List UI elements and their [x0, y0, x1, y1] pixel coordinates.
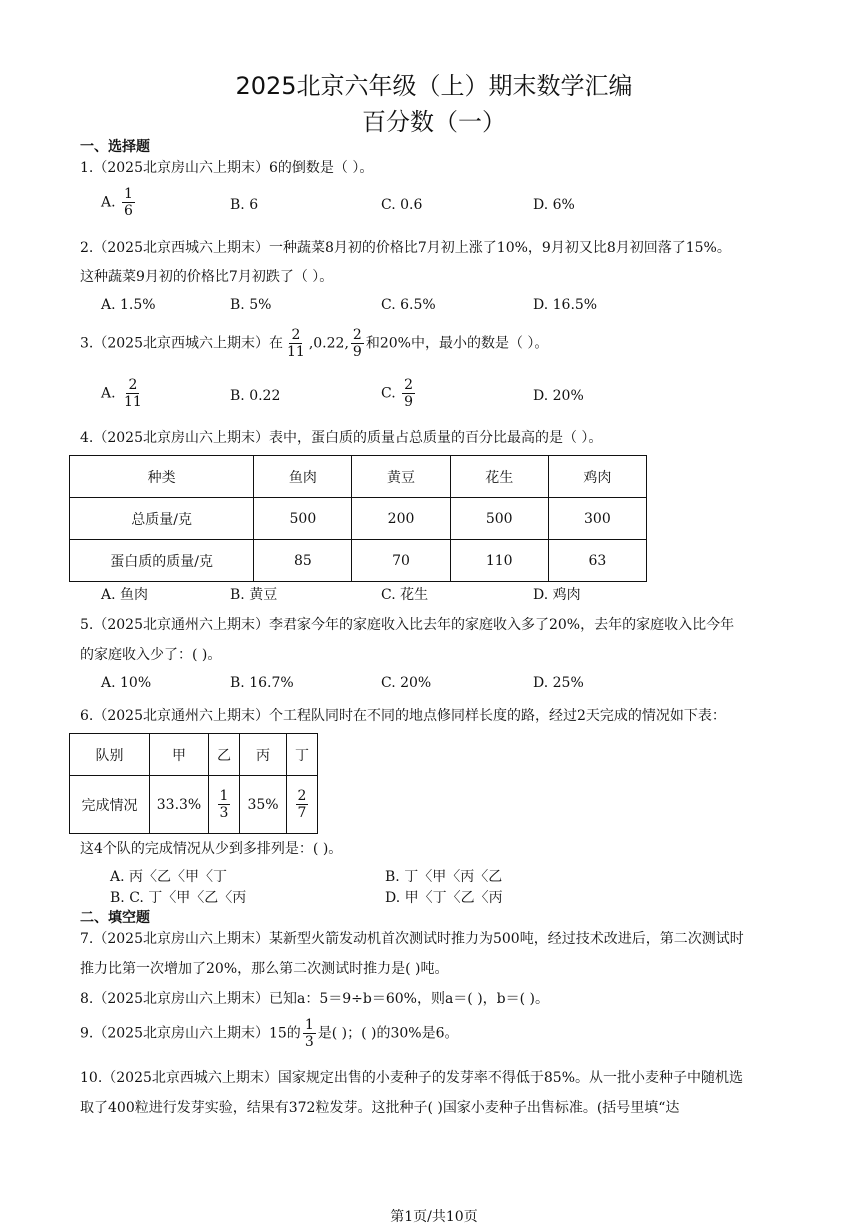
- question-9-text: [80, 1017, 459, 1050]
- table-header: 队别: [70, 734, 150, 776]
- numerator: 2: [404, 377, 414, 393]
- denominator: 6: [124, 203, 133, 219]
- fraction: [303, 1017, 316, 1050]
- table-cell: 500: [450, 498, 548, 540]
- fraction: [351, 327, 364, 360]
- q1-option-b: B. 6: [230, 197, 259, 213]
- question-2-line1: 2.（2025北京西城六上期末）一种蔬菜8月初的价格比7月初上涨了10%，9月初又比8月初回落了15%。: [80, 240, 731, 256]
- table-cell: [287, 776, 318, 834]
- question-2-line2: 这种蔬菜9月初的价格比7月初跌了（ ）。: [80, 269, 334, 285]
- numerator: 2: [297, 788, 307, 804]
- page-title: 2025北京六年级（上）期末数学汇编: [235, 72, 633, 100]
- numerator: 1: [304, 1017, 314, 1033]
- q3-pre: 3.（2025北京西城六上期末）在: [80, 335, 283, 352]
- table-row: [70, 498, 647, 540]
- q2-option-d: D. 16.5%: [533, 297, 598, 313]
- table-cell: 110: [450, 540, 548, 582]
- fraction: [296, 788, 309, 821]
- q5-option-c: C. 20%: [381, 675, 432, 691]
- q4-option-a: A. 鱼肉: [101, 587, 149, 603]
- question-5-line1: 5.（2025北京通州六上期末）李君家今年的家庭收入比去年的家庭收入多了20%，去年的家庭收入比今年: [80, 617, 735, 633]
- numerator: 1: [124, 186, 133, 202]
- question-4-text: 4.（2025北京房山六上期末）表中，蛋白质的质量占总质量的百分比最高的是（ ）。: [80, 430, 603, 446]
- numerator: 1: [219, 788, 229, 804]
- table-cell: 蛋白质的质量/克: [70, 540, 254, 582]
- denominator: 7: [297, 805, 307, 821]
- q3-option-b: B. 0.22: [230, 388, 281, 404]
- numerator: 2: [291, 327, 301, 343]
- question-6-text: 6.（2025北京通州六上期末）个工程队同时在不同的地点修同样长度的路，经过2天完成的情况如下表：: [80, 708, 726, 724]
- q2-option-a: A. 1.5%: [101, 297, 156, 313]
- table-header: 花生: [450, 456, 548, 498]
- table-cell: [209, 776, 240, 834]
- q3-post: 和20%中，最小的数是（ ）。: [365, 335, 549, 352]
- q3-option-a: [101, 377, 146, 410]
- question-10-line1: 10.（2025北京西城六上期末）国家规定出售的小麦种子的发芽率不得低于85%。从一批小麦种子中随机选: [80, 1070, 744, 1086]
- q4-option-b: B. 黄豆: [230, 587, 278, 603]
- table-header: 鱼肉: [254, 456, 352, 498]
- table-header-row: [70, 456, 647, 498]
- q4-option-c: C. 花生: [381, 587, 429, 603]
- q3-option-d: D. 20%: [533, 388, 584, 404]
- table-cell: 200: [352, 498, 450, 540]
- table-header: 丙: [240, 734, 287, 776]
- table-cell: 35%: [240, 776, 287, 834]
- q1-option-d: D. 6%: [533, 197, 575, 213]
- table-cell: 300: [548, 498, 646, 540]
- protein-table: [69, 455, 647, 582]
- table-cell: 63: [548, 540, 646, 582]
- q6-option-b: B. 丁〈甲〈丙〈乙: [385, 869, 503, 885]
- option-label: A.: [101, 385, 116, 402]
- denominator: 9: [352, 344, 362, 360]
- table-cell: 总质量/克: [70, 498, 254, 540]
- q5-option-b: B. 16.7%: [230, 675, 294, 691]
- q6-option-d: D. 甲〈丁〈乙〈丙: [385, 890, 503, 906]
- question-10-line2: 取了400粒进行发芽实验，结果有372粒发芽。这批种子( )国家小麦种子出售标准。(括号里填“达: [80, 1100, 680, 1116]
- table-header-row: [70, 734, 318, 776]
- fraction: [122, 186, 135, 219]
- question-7-line2: 推力比第一次增加了20%，那么第二次测试时推力是( )吨。: [80, 961, 449, 977]
- question-3-text: [80, 327, 548, 360]
- fraction: [285, 327, 307, 360]
- denominator: 3: [304, 1034, 314, 1050]
- question-1-text: 1.（2025北京房山六上期末）6的倒数是（ ）。: [80, 160, 374, 176]
- table-header: 黄豆: [352, 456, 450, 498]
- question-8-text: 8.（2025北京房山六上期末）已知a：5＝9÷b＝60%，则a＝( )，b＝( )。: [80, 991, 550, 1007]
- q5-option-d: D. 25%: [533, 675, 584, 691]
- section-heading-fill: 二、填空题: [80, 910, 150, 926]
- section-heading-choice: 一、选择题: [80, 139, 150, 155]
- table-cell: 85: [254, 540, 352, 582]
- option-label: A.: [101, 194, 116, 211]
- q2-option-b: B. 5%: [230, 297, 272, 313]
- fraction: [402, 377, 415, 410]
- fraction: [122, 377, 144, 410]
- table-row: [70, 540, 647, 582]
- page-footer: 第1页/共10页: [390, 1209, 478, 1225]
- numerator: 2: [352, 327, 362, 343]
- table-cell: 完成情况: [70, 776, 150, 834]
- q6-option-c: B. C. 丁〈甲〈乙〈丙: [110, 890, 247, 906]
- table-cell: 500: [254, 498, 352, 540]
- team-table: [69, 733, 318, 834]
- q9-pre: 9.（2025北京房山六上期末）15的: [80, 1025, 301, 1042]
- numerator: 2: [128, 377, 138, 393]
- question-7-line1: 7.（2025北京房山六上期末）某新型火箭发动机首次测试时推力为500吨，经过技术改进后，第二次测试时: [80, 931, 744, 947]
- denominator: 9: [404, 394, 414, 410]
- page-subtitle: 百分数（一）: [362, 108, 506, 136]
- denominator: 11: [287, 344, 305, 360]
- question-5-line2: 的家庭收入少了：( )。: [80, 647, 222, 663]
- denominator: 3: [219, 805, 229, 821]
- q2-option-c: C. 6.5%: [381, 297, 436, 313]
- denominator: 11: [124, 394, 142, 410]
- q6-option-a: A. 丙〈乙〈甲〈丁: [110, 869, 228, 885]
- table-header: 鸡肉: [548, 456, 646, 498]
- q1-option-c: C. 0.6: [381, 197, 423, 213]
- q9-post: 是( )；( )的30%是6。: [317, 1025, 459, 1042]
- table-header: 种类: [70, 456, 254, 498]
- question-6-after: 这4个队的完成情况从少到多排列是：( )。: [80, 841, 343, 857]
- table-cell: 33.3%: [150, 776, 209, 834]
- q5-option-a: A. 10%: [101, 675, 152, 691]
- q3-mid: ,0.22,: [308, 335, 349, 352]
- q3-option-c: [381, 377, 417, 410]
- table-cell: 70: [352, 540, 450, 582]
- q1-option-a: [101, 186, 137, 219]
- q4-option-d: D. 鸡肉: [533, 587, 581, 603]
- table-header: 乙: [209, 734, 240, 776]
- fraction: [218, 788, 231, 821]
- table-row: [70, 776, 318, 834]
- table-header: 丁: [287, 734, 318, 776]
- table-header: 甲: [150, 734, 209, 776]
- option-label: C.: [381, 385, 396, 402]
